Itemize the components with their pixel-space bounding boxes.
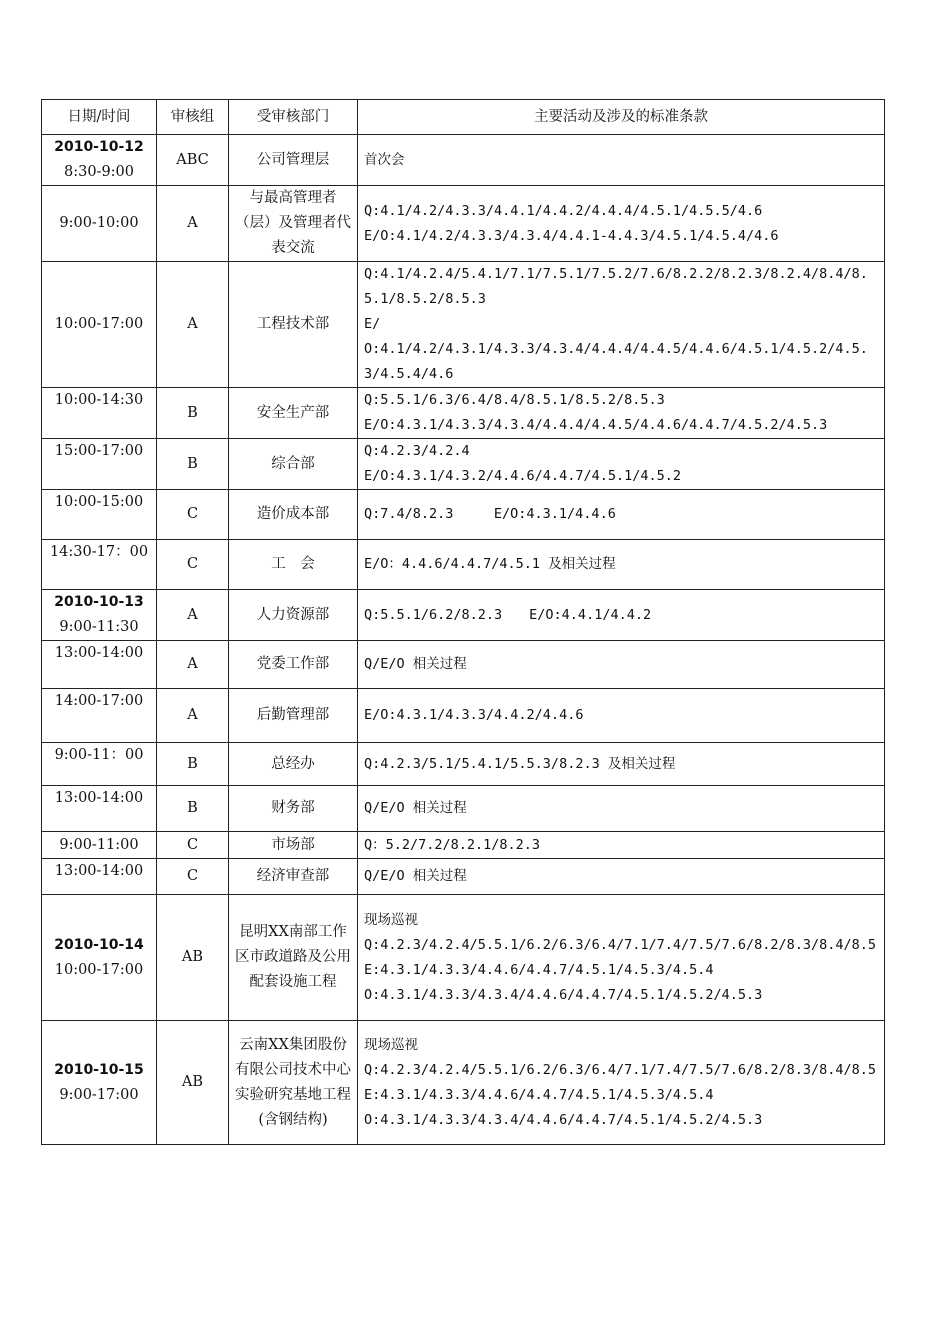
cell-department: 公司管理层 <box>229 135 358 186</box>
activity-line: Q:5.5.1/6.3/6.4/8.4/8.5.1/8.5.2/8.5.3 <box>364 392 665 408</box>
cell-department: 总经办 <box>229 743 358 786</box>
header-activities: 主要活动及涉及的标准条款 <box>358 100 885 135</box>
audit-schedule-table <box>41 99 885 1145</box>
activity-line: 现场巡视 <box>364 911 418 928</box>
cell-date-time <box>42 895 157 1021</box>
cell-activities <box>358 1021 885 1145</box>
cell-department: 经济审查部 <box>229 859 358 895</box>
cell-group: ABC <box>157 135 229 186</box>
cell-date-time <box>42 439 157 490</box>
cell-date-time <box>42 186 157 262</box>
activity-line: O:4.3.1/4.3.3/4.3.4/4.4.6/4.4.7/4.5.1/4.5.2/4.5.3 <box>364 986 763 1003</box>
table-row <box>42 388 885 439</box>
table-row <box>42 832 885 859</box>
table-row <box>42 135 885 186</box>
activity-line: Q:4.2.3/4.2.4 <box>364 443 470 459</box>
activity-line: Q:5.5.1/6.2/8.2.3 E/O:4.4.1/4.4.2 <box>364 606 652 623</box>
cell-activities <box>358 135 885 186</box>
cell-department: 工 会 <box>229 540 358 590</box>
time-text: 14:00-17:00 <box>54 693 144 709</box>
activity-line: E:4.3.1/4.3.3/4.4.6/4.4.7/4.5.1/4.5.3/4.5.4 <box>364 1086 714 1103</box>
table-row <box>42 895 885 1021</box>
activity-line: Q:4.1/4.2.4/5.4.1/7.1/7.5.1/7.5.2/7.6/8.2.2/8.2.3/8.2.4/8.4/8.5.1/8.5.2/8.5.3 <box>364 266 868 307</box>
activity-line: Q:4.2.3/4.2.4/5.5.1/6.2/6.3/6.4/7.1/7.4/7.5/7.6/8.2/8.3/8.4/8.5 <box>364 936 877 953</box>
cell-group: B <box>157 439 229 490</box>
activity-line: 现场巡视 <box>364 1036 418 1053</box>
cell-date-time <box>42 743 157 786</box>
time-text: 9:00-11：00 <box>54 747 144 763</box>
table-row <box>42 859 885 895</box>
cell-date-time <box>42 786 157 832</box>
cell-group: B <box>157 388 229 439</box>
cell-group: AB <box>157 895 229 1021</box>
time-text: 9:00-11:00 <box>59 836 139 853</box>
table-row <box>42 490 885 540</box>
activity-line: E/O:4.3.1/4.3.3/4.3.4/4.4.4/4.4.5/4.4.6/4.4.7/4.5.2/4.5.3 <box>364 417 828 433</box>
cell-date-time <box>42 262 157 388</box>
time-text: 13:00-14:00 <box>54 863 144 879</box>
cell-department: 与最高管理者（层）及管理者代表交流 <box>229 186 358 262</box>
cell-department: 市场部 <box>229 832 358 859</box>
activity-line: E/O：4.4.6/4.4.7/4.5.1 及相关过程 <box>364 556 616 572</box>
time-text: 14:30-17：00 <box>49 544 149 560</box>
table-body <box>42 135 885 1145</box>
cell-date-time <box>42 540 157 590</box>
table-row <box>42 641 885 689</box>
cell-activities <box>358 832 885 859</box>
table-row <box>42 1021 885 1145</box>
time-text: 10:00-17:00 <box>54 316 144 332</box>
cell-group: A <box>157 262 229 388</box>
time-text: 9:00-17:00 <box>59 1086 139 1103</box>
cell-date-time <box>42 641 157 689</box>
cell-activities <box>358 590 885 641</box>
cell-activities <box>358 786 885 832</box>
cell-group: C <box>157 540 229 590</box>
cell-date-time <box>42 388 157 439</box>
cell-activities <box>358 540 885 590</box>
activity-line: E/O:4.3.1/4.3.3/4.4.2/4.4.6 <box>364 707 584 723</box>
activity-line: E/O:4.1/4.2/4.3.3/4.3.4/4.4.1-4.4.3/4.5.1/4.5.4/4.6 <box>364 227 779 244</box>
time-text: 9:00-10:00 <box>59 215 139 231</box>
cell-department: 综合部 <box>229 439 358 490</box>
activity-line: Q:4.2.3/4.2.4/5.5.1/6.2/6.3/6.4/7.1/7.4/7.5/7.6/8.2/8.3/8.4/8.5 <box>364 1061 877 1078</box>
activity-line: Q/E/O 相关过程 <box>364 868 467 884</box>
activity-line: Q/E/O 相关过程 <box>364 656 467 672</box>
cell-activities <box>358 388 885 439</box>
cell-department: 财务部 <box>229 786 358 832</box>
cell-group: C <box>157 832 229 859</box>
date-text: 2010-10-14 <box>54 936 144 953</box>
activity-line: O:4.3.1/4.3.3/4.3.4/4.4.6/4.4.7/4.5.1/4.5.2/4.5.3 <box>364 1111 763 1128</box>
cell-date-time <box>42 135 157 186</box>
cell-department: 党委工作部 <box>229 641 358 689</box>
time-text: 10:00-15:00 <box>54 494 144 510</box>
cell-date-time <box>42 859 157 895</box>
activity-line: O:4.1/4.2/4.3.1/4.3.3/4.3.4/4.4.4/4.4.5/4.4.6/4.5.1/4.5.2/4.5.3/4.5.4/4.6 <box>364 341 868 382</box>
date-text: 2010-10-15 <box>54 1061 144 1078</box>
cell-activities <box>358 859 885 895</box>
time-text: 9:00-11:30 <box>59 619 139 635</box>
activity-line: Q:4.2.3/5.1/5.4.1/5.5.3/8.2.3 及相关过程 <box>364 755 676 772</box>
cell-date-time <box>42 1021 157 1145</box>
cell-department: 昆明XX南部工作区市政道路及公用配套设施工程 <box>229 895 358 1021</box>
cell-activities <box>358 262 885 388</box>
activity-line: E/O:4.3.1/4.3.2/4.4.6/4.4.7/4.5.1/4.5.2 <box>364 468 681 484</box>
table-header-row <box>42 100 885 135</box>
cell-activities <box>358 743 885 786</box>
cell-group: A <box>157 689 229 743</box>
cell-activities <box>358 439 885 490</box>
time-text: 13:00-14:00 <box>54 790 144 806</box>
header-date-time: 日期/时间 <box>42 100 157 135</box>
activity-line: E:4.3.1/4.3.3/4.4.6/4.4.7/4.5.1/4.5.3/4.5.4 <box>364 961 714 978</box>
table-row <box>42 743 885 786</box>
table-row <box>42 689 885 743</box>
cell-department: 安全生产部 <box>229 388 358 439</box>
cell-activities <box>358 641 885 689</box>
activity-line: Q/E/O 相关过程 <box>364 800 467 816</box>
cell-group: A <box>157 590 229 641</box>
cell-group: AB <box>157 1021 229 1145</box>
cell-group: B <box>157 743 229 786</box>
cell-date-time <box>42 590 157 641</box>
cell-department: 工程技术部 <box>229 262 358 388</box>
cell-activities <box>358 895 885 1021</box>
cell-group: A <box>157 186 229 262</box>
table-row <box>42 439 885 490</box>
time-text: 15:00-17:00 <box>54 443 144 459</box>
date-text: 2010-10-12 <box>54 139 144 155</box>
cell-date-time <box>42 689 157 743</box>
cell-group: C <box>157 490 229 540</box>
cell-department: 人力资源部 <box>229 590 358 641</box>
cell-department: 云南XX集团股份有限公司技术中心实验研究基地工程(含钢结构) <box>229 1021 358 1145</box>
table-row <box>42 262 885 388</box>
table-row <box>42 186 885 262</box>
table-row <box>42 590 885 641</box>
time-text: 10:00-14:30 <box>54 392 144 408</box>
cell-activities <box>358 689 885 743</box>
date-text: 2010-10-13 <box>54 594 144 610</box>
activity-line: Q:4.1/4.2/4.3.3/4.4.1/4.4.2/4.4.4/4.5.1/4.5.5/4.6 <box>364 202 763 219</box>
cell-group: B <box>157 786 229 832</box>
cell-group: A <box>157 641 229 689</box>
cell-date-time <box>42 490 157 540</box>
cell-date-time <box>42 832 157 859</box>
table-row <box>42 540 885 590</box>
activity-line: Q：5.2/7.2/8.2.1/8.2.3 <box>364 836 541 853</box>
table-row <box>42 786 885 832</box>
cell-department: 后勤管理部 <box>229 689 358 743</box>
time-text: 8:30-9:00 <box>63 164 135 180</box>
cell-activities <box>358 490 885 540</box>
time-text: 10:00-17:00 <box>54 961 144 978</box>
activity-line: 首次会 <box>364 151 405 168</box>
cell-activities <box>358 186 885 262</box>
activity-line: Q:7.4/8.2.3 E/O:4.3.1/4.4.6 <box>364 506 616 522</box>
cell-group: C <box>157 859 229 895</box>
activity-line: E/ <box>364 316 381 332</box>
time-text: 13:00-14:00 <box>54 645 144 661</box>
header-department: 受审核部门 <box>229 100 358 135</box>
cell-department: 造价成本部 <box>229 490 358 540</box>
header-group: 审核组 <box>157 100 229 135</box>
